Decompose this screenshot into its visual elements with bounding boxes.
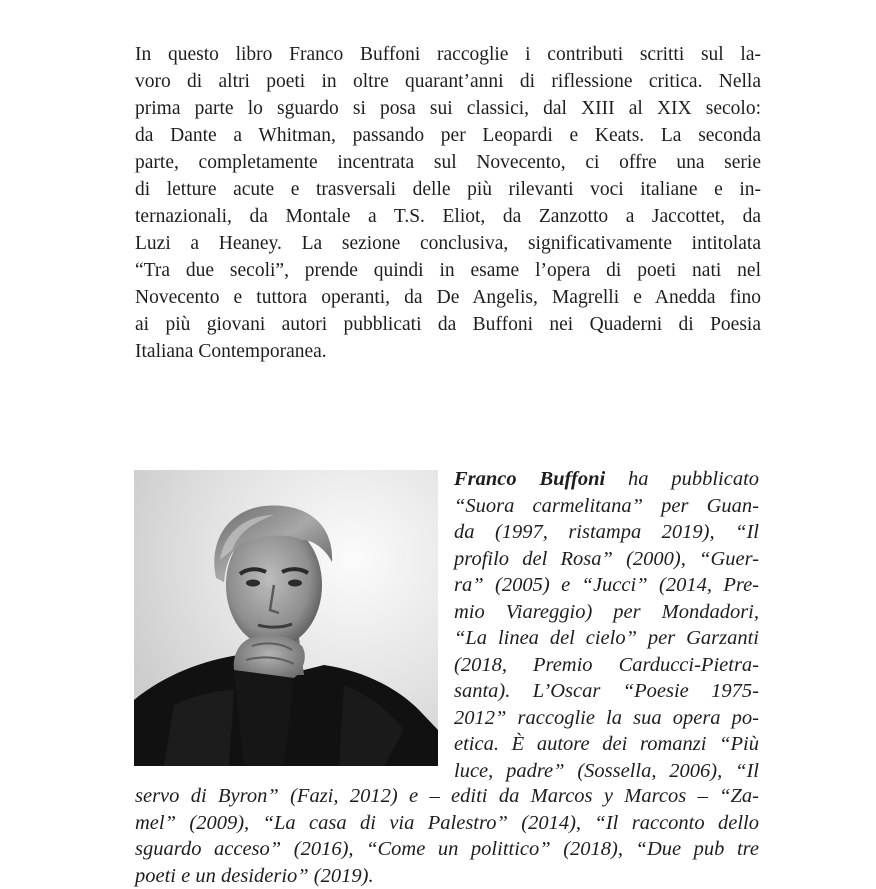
bio-line: ra” (2005) e “Jucci” (2014, Pre-	[454, 572, 759, 599]
bio-line: da (1997, ristampa 2019), “Il	[454, 519, 759, 546]
intro-line: Italiana Contemporanea.	[135, 338, 761, 365]
bio-line: luce, padre” (Sossella, 2006), “Il	[454, 758, 759, 785]
bio-line: servo di Byron” (Fazi, 2012) e – editi da Marcos y Marcos – “Za-	[135, 783, 759, 810]
intro-line: ternazionali, da Montale a T.S. Eliot, da Zanzotto a Jaccottet, da	[135, 203, 761, 230]
bio-line: “Suora carmelitana” per Guan-	[454, 493, 759, 520]
intro-line: Novecento e tuttora operanti, da De Angelis, Magrelli e Anedda fino	[135, 284, 761, 311]
author-name: Franco Buffoni	[454, 468, 605, 490]
intro-line: di letture acute e trasversali delle più rilevanti voci italiane e in-	[135, 176, 761, 203]
bio-line	[454, 466, 759, 493]
intro-line: prima parte lo sguardo si posa sui classici, dal XIII al XIX secolo:	[135, 95, 761, 122]
bio-line: “La linea del cielo” per Garzanti	[454, 625, 759, 652]
intro-line: In questo libro Franco Buffoni raccoglie i contributi scritti sul la-	[135, 41, 761, 68]
bio-line: sguardo acceso” (2016), “Come un polittico” (2018), “Due pub tre	[135, 836, 759, 863]
intro-line: parte, completamente incentrata sul Novecento, ci offre una serie	[135, 149, 761, 176]
author-bio-continued	[135, 783, 759, 889]
bio-line: mel” (2009), “La casa di via Palestro” (2014), “Il racconto dello	[135, 810, 759, 837]
bio-line: (2018, Premio Carducci-Pietra-	[454, 652, 759, 679]
bio-line: santa). L’Oscar “Poesie 1975-	[454, 678, 759, 705]
bio-line: poeti e un desiderio” (2019).	[135, 863, 759, 889]
intro-line: da Dante a Whitman, passando per Leopardi e Keats. La seconda	[135, 122, 761, 149]
bio-line: 2012” raccoglie la sua opera po-	[454, 705, 759, 732]
intro-line: Luzi a Heaney. La sezione conclusiva, significativamente intitolata	[135, 230, 761, 257]
bio-line: etica. È autore dei romanzi “Più	[454, 731, 759, 758]
author-photo	[134, 470, 438, 766]
intro-line: “Tra due secoli”, prende quindi in esame l’opera di poeti nati nel	[135, 257, 761, 284]
author-bio	[454, 466, 759, 784]
intro-paragraph	[135, 41, 761, 365]
intro-line: ai più giovani autori pubblicati da Buffoni nei Quaderni di Poesia	[135, 311, 761, 338]
bio-line: profilo del Rosa” (2000), “Guer-	[454, 546, 759, 573]
intro-line: voro di altri poeti in oltre quarant’anni di riflessione critica. Nella	[135, 68, 761, 95]
bio-line: mio Viareggio) per Mondadori,	[454, 599, 759, 626]
bio-line-text: ha pubblicato	[605, 468, 759, 490]
